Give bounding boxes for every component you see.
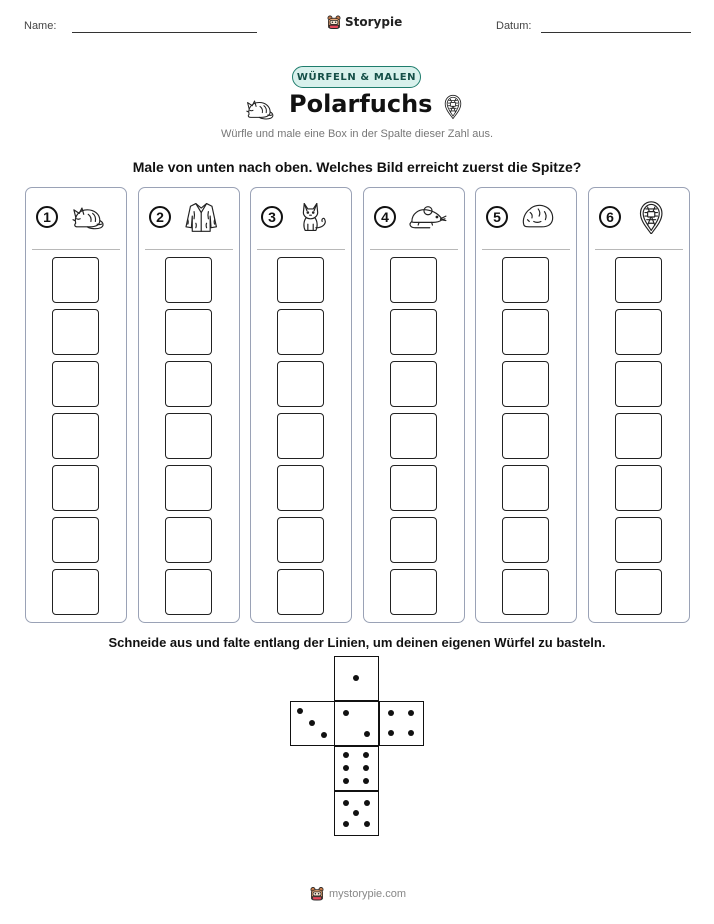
color-box[interactable]	[390, 569, 437, 615]
color-box[interactable]	[390, 517, 437, 563]
dice-pip	[343, 778, 349, 784]
sleeping-fox-icon	[70, 200, 110, 234]
dice-pip	[364, 731, 370, 737]
dice-pip	[353, 810, 359, 816]
column-6	[588, 187, 690, 623]
storypie-bear-icon	[309, 885, 325, 902]
brand-name: Storypie	[345, 15, 403, 29]
dice-pip	[343, 710, 349, 716]
color-box[interactable]	[502, 569, 549, 615]
column-divider	[370, 249, 458, 250]
color-box[interactable]	[52, 413, 99, 459]
dice-pip	[363, 752, 369, 758]
dice-pip	[309, 720, 315, 726]
column-number: 3	[261, 206, 283, 228]
color-box[interactable]	[390, 413, 437, 459]
column-1	[25, 187, 127, 623]
color-box[interactable]	[277, 569, 324, 615]
column-divider	[145, 249, 233, 250]
color-box[interactable]	[165, 257, 212, 303]
dice-face-3	[290, 701, 335, 746]
column-number: 5	[486, 206, 508, 228]
dice-face-5	[334, 791, 379, 836]
color-box[interactable]	[615, 361, 662, 407]
column-divider	[595, 249, 683, 250]
dice-pip	[297, 708, 303, 714]
column-number: 2	[149, 206, 171, 228]
dice-pip	[388, 730, 394, 736]
footer	[309, 885, 406, 902]
arctic-fox-icon	[295, 200, 335, 234]
column-number: 4	[374, 206, 396, 228]
color-box[interactable]	[52, 257, 99, 303]
column-number: 6	[599, 206, 621, 228]
name-label: Name:	[24, 20, 57, 32]
color-box[interactable]	[165, 413, 212, 459]
sleeping-fox-icon	[243, 94, 277, 122]
storypie-bear-icon	[326, 13, 342, 31]
color-box[interactable]	[390, 465, 437, 511]
color-box[interactable]	[390, 257, 437, 303]
dice-face-2	[334, 701, 379, 746]
dice-pip	[343, 821, 349, 827]
footer-url: mystorypie.com	[329, 887, 407, 900]
dice-pip	[343, 752, 349, 758]
color-box[interactable]	[615, 413, 662, 459]
column-divider	[32, 249, 120, 250]
dice-face-6	[334, 746, 379, 791]
color-box[interactable]	[390, 309, 437, 355]
color-box[interactable]	[277, 361, 324, 407]
dice-pip	[408, 710, 414, 716]
column-divider	[482, 249, 570, 250]
color-box[interactable]	[165, 569, 212, 615]
color-box[interactable]	[390, 361, 437, 407]
color-box[interactable]	[52, 517, 99, 563]
dice-pip	[321, 732, 327, 738]
date-line[interactable]	[541, 32, 691, 33]
color-box[interactable]	[502, 361, 549, 407]
color-box[interactable]	[165, 361, 212, 407]
column-3	[250, 187, 352, 623]
storypie-logo	[326, 13, 402, 31]
color-box[interactable]	[502, 309, 549, 355]
color-box[interactable]	[502, 465, 549, 511]
color-box[interactable]	[52, 569, 99, 615]
column-4	[363, 187, 465, 623]
snowshoe-icon	[633, 200, 673, 234]
fur-coat-icon	[183, 200, 223, 234]
subtitle: Würfle und male eine Box in der Spalte dieser Zahl aus.	[220, 128, 494, 140]
dice-pip	[388, 710, 394, 716]
activity-badge: WÜRFELN & MALEN	[292, 66, 421, 88]
dice-pip	[364, 800, 370, 806]
color-box[interactable]	[277, 309, 324, 355]
dice-pip	[343, 800, 349, 806]
color-box[interactable]	[615, 309, 662, 355]
color-box[interactable]	[502, 413, 549, 459]
color-box[interactable]	[615, 257, 662, 303]
dice-pip	[343, 765, 349, 771]
page-title: Polarfuchs	[289, 90, 433, 118]
color-box[interactable]	[502, 257, 549, 303]
color-box[interactable]	[277, 517, 324, 563]
color-box[interactable]	[52, 361, 99, 407]
dice-pip	[363, 778, 369, 784]
date-label: Datum:	[496, 20, 532, 32]
dice-pip	[363, 765, 369, 771]
color-box[interactable]	[502, 517, 549, 563]
column-5	[475, 187, 577, 623]
column-number: 1	[36, 206, 58, 228]
rock-icon	[520, 200, 560, 234]
color-box[interactable]	[165, 465, 212, 511]
color-box[interactable]	[52, 309, 99, 355]
dice-pip	[364, 821, 370, 827]
dice-pip	[353, 675, 359, 681]
color-box[interactable]	[165, 309, 212, 355]
color-box[interactable]	[615, 569, 662, 615]
dice-pip	[408, 730, 414, 736]
game-instruction: Male von unten nach oben. Welches Bild erreicht zuerst die Spitze?	[132, 159, 582, 175]
color-box[interactable]	[615, 517, 662, 563]
mouse-icon	[408, 200, 448, 234]
column-divider	[257, 249, 345, 250]
color-box[interactable]	[165, 517, 212, 563]
snowshoe-icon	[440, 90, 466, 124]
color-box[interactable]	[277, 257, 324, 303]
dice-face-4	[379, 701, 424, 746]
column-2	[138, 187, 240, 623]
color-box[interactable]	[52, 465, 99, 511]
cut-instruction: Schneide aus und falte entlang der Linien, um deinen eigenen Würfel zu basteln.	[108, 635, 606, 650]
color-box[interactable]	[277, 465, 324, 511]
name-line[interactable]	[72, 32, 257, 33]
color-box[interactable]	[615, 465, 662, 511]
color-box[interactable]	[277, 413, 324, 459]
dice-face-1	[334, 656, 379, 701]
